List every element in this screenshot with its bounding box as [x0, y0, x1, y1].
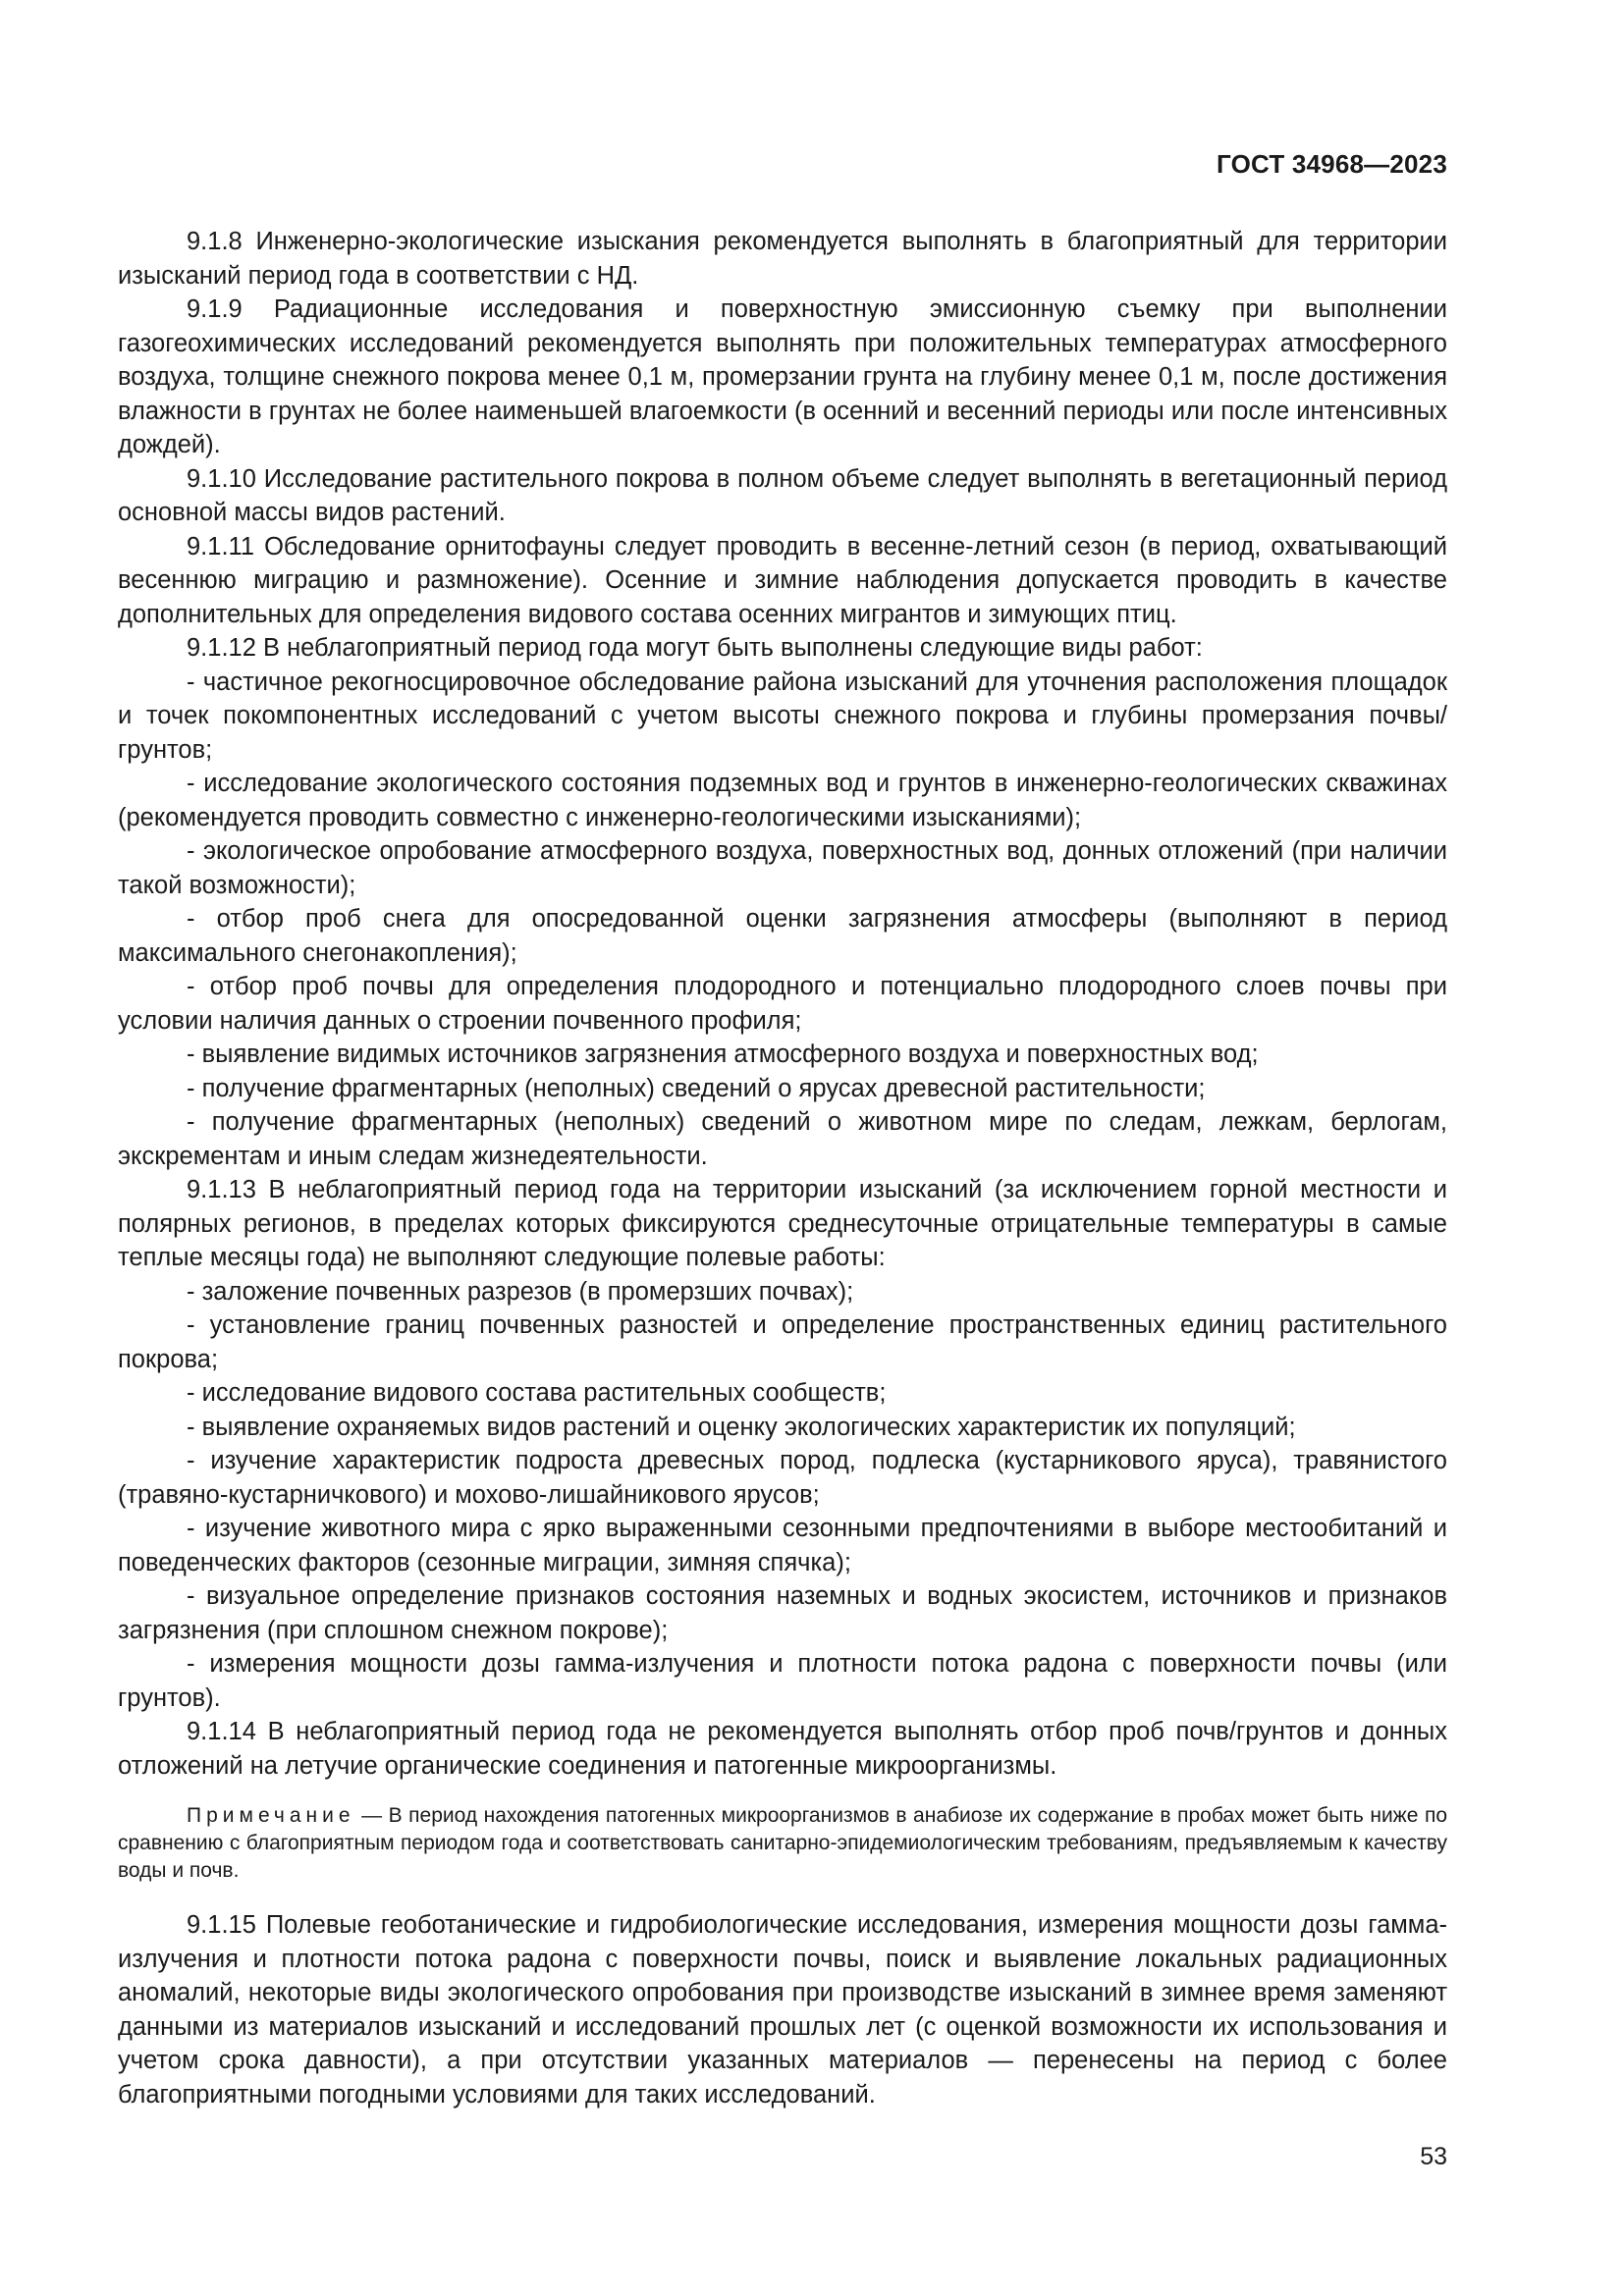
document-standard-id: ГОСТ 34968—2023 — [1217, 149, 1447, 179]
note-label: Примечание — [187, 1804, 355, 1827]
document-body — [118, 225, 1447, 2111]
paragraph-9-1-8: 9.1.8 Инженерно-экологические изыскания рекомендуется выполнять в благоприятный для территории изысканий период года в соответствии с НД. — [118, 228, 1447, 290]
list-item-9-1-12: - выявление видимых источников загрязнения атмосферного воздуха и поверхностных вод; — [187, 1041, 1259, 1068]
paragraph-9-1-10: 9.1.10 Исследование растительного покрова в полном объеме следует выполнять в вегетационный период основной массы видов растений. — [118, 464, 1447, 526]
list-item-9-1-12: - экологическое опробование атмосферного воздуха, поверхностных вод, донных отложений (при наличии такой возможности); — [118, 837, 1447, 899]
paragraph-9-1-12: 9.1.12 В неблагоприятный период года могут быть выполнены следующие виды работ: — [187, 634, 1203, 662]
list-item-9-1-12: - получение фрагментарных (неполных) сведений о животном мире по следам, лежкам, берлогам, экскрементам и иным следам жизнедеятельности. — [118, 1108, 1447, 1170]
list-item-9-1-12: - получение фрагментарных (неполных) сведений о ярусах древесной растительности; — [187, 1074, 1206, 1102]
page-number: 53 — [1420, 2143, 1447, 2170]
paragraph-9-1-15: 9.1.15 Полевые геоботанические и гидробиологические исследования, измерения мощности дозы гамма-излучения и плотности потока радона с поверхности почвы, поиск и выявление локальных радиационных аномалий, некоторые виды экологического опробования при производстве изысканий в зимнее время заменяют данными из материалов изысканий и исследований прошлых лет (с оценкой возможности их использования и учетом срока давности), а при отсутствии указанных материалов — перенесены на период с более благоприятными погодными условиями для таких исследований. — [118, 1911, 1447, 2109]
list-item-9-1-13: - заложение почвенных разрезов (в промерзших почвах); — [187, 1277, 854, 1306]
note-block — [118, 1802, 1447, 1885]
list-item-9-1-13: - исследование видового состава растительных сообществ; — [187, 1379, 887, 1407]
list-item-9-1-13: - визуальное определение признаков состояния наземных и водных экосистем, источников и признаков загрязнения (при сплошном снежном покрове); — [118, 1582, 1447, 1644]
note-text: — В период нахождения патогенных микроорганизмов в анабиозе их содержание в пробах может быть ниже по сравнению с благоприятным периодом года и соответствовать санитарно-эпидемиологическим требованиям, предъявляемым к качеству воды и почв. — [118, 1804, 1447, 1882]
list-item-9-1-13: - изучение характеристик подроста древесных пород, подлеска (кустарникового яруса), травянистого (травяно-кустарничкового) и мохово-лишайникового ярусов; — [118, 1447, 1447, 1509]
list-item-9-1-13: - изучение животного мира с ярко выраженными сезонными предпочтениями в выборе местообитаний и поведенческих факторов (сезонные миграции, зимняя спячка); — [118, 1515, 1447, 1576]
list-item-9-1-13: - выявление охраняемых видов растений и оценку экологических характеристик их популяций; — [187, 1413, 1296, 1441]
list-item-9-1-13: - измерения мощности дозы гамма-излучения и плотности потока радона с поверхности почвы (или грунтов). — [118, 1650, 1447, 1712]
list-item-9-1-12: - частичное рекогносцировочное обследование района изысканий для уточнения расположения площадок и точек покомпонентных исследований с учетом высоты снежного покрова и глубины промерзания почвы/грунтов; — [118, 667, 1447, 764]
paragraph-9-1-11: 9.1.11 Обследование орнитофауны следует проводить в весенне-летний сезон (в период, охватывающий весеннюю миграцию и размножение). Осенние и зимние наблюдения допускается проводить в качестве дополнительных для определения видового состава осенних мигрантов и зимующих птиц. — [118, 532, 1447, 628]
paragraph-9-1-9: 9.1.9 Радиационные исследования и поверхностную эмиссионную съемку при выполнении газогеохимических исследований рекомендуется выполнять при положительных температурах атмосферного воздуха, толщине снежного покрова менее 0,1 м, промерзании грунта на глубину менее 0,1 м, после достижения влажности в грунтах не более наименьшей влагоемкости (в осенний и весенний периоды или после интенсивных дождей). — [118, 295, 1447, 458]
list-item-9-1-13: - установление границ почвенных разностей и определение пространственных единиц растительного покрова; — [118, 1311, 1447, 1373]
paragraph-9-1-14: 9.1.14 В неблагоприятный период года не рекомендуется выполнять отбор проб почв/грунтов и донных отложений на летучие органические соединения и патогенные микроорганизмы. — [118, 1718, 1447, 1780]
list-item-9-1-12: - исследование экологического состояния подземных вод и грунтов в инженерно-геологических скважинах (рекомендуется проводить совместно с инженерно-геологическими изысканиями); — [118, 770, 1447, 831]
list-item-9-1-12: - отбор проб снега для опосредованной оценки загрязнения атмосферы (выполняют в период максимального снегонакопления); — [118, 905, 1447, 967]
list-item-9-1-12: - отбор проб почвы для определения плодородного и потенциально плодородного слоев почвы при условии наличия данных о строении почвенного профиля; — [118, 973, 1447, 1035]
paragraph-9-1-13: 9.1.13 В неблагоприятный период года на территории изысканий (за исключением горной местности и полярных регионов, в пределах которых фиксируются среднесуточные отрицательные температуры в самые теплые месяцы года) не выполняют следующие полевые работы: — [118, 1176, 1447, 1271]
